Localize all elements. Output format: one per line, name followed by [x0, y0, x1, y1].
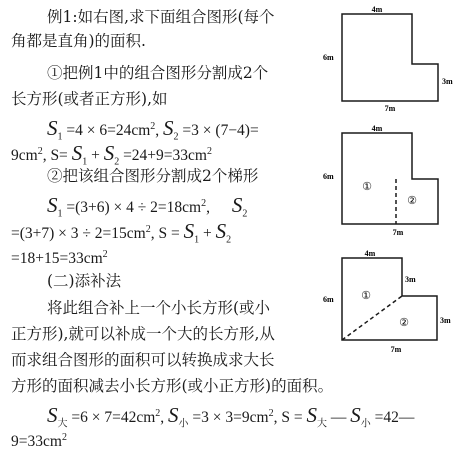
formula-text: =(3+6) × 4 ÷ 2=18cm — [66, 199, 202, 217]
subscript: 小 — [360, 418, 371, 430]
label-bottom: 7m — [390, 345, 402, 354]
s-symbol: S — [163, 116, 174, 141]
l-shape-outline — [342, 14, 438, 101]
subscript: 大 — [316, 418, 327, 430]
method-3-line-1: 将此组合补上一个小长方形(或小 — [47, 299, 271, 317]
formula-3-line-2 — [11, 428, 67, 450]
superscript: 2 — [268, 408, 274, 419]
region-1-label: ① — [361, 290, 371, 302]
s-symbol: S — [168, 403, 179, 428]
s-symbol: S — [47, 193, 58, 218]
label-top: 4m — [364, 249, 376, 258]
method-3-line-2: 正方形),就可以补成一个大的长方形,从 — [11, 325, 275, 343]
formula-text: , S = — [273, 409, 303, 427]
s-symbol: S — [350, 403, 361, 428]
section-heading: (二)添补法 — [47, 272, 122, 290]
subscript: 2 — [226, 234, 232, 246]
formula-text: =18+15=33cm — [11, 250, 103, 268]
s-symbol: S — [306, 403, 317, 428]
formula-1-line-1: $S_1 =4 \times 6=24cm^2$, $S_2 =3 \times (7-4)=$ — [47, 116, 259, 143]
figure-l-shape — [320, 4, 465, 114]
subscript: 1 — [57, 208, 63, 220]
example-title-line-2: 角都是直角)的面积. — [11, 32, 146, 50]
formula-text: =6 × 7=42cm — [71, 409, 156, 427]
label-right: 3m — [442, 77, 453, 86]
formula-text: =4 × 6=24cm — [66, 122, 151, 140]
figure-split-rectangles — [320, 122, 465, 240]
region-2-label: ② — [407, 195, 417, 207]
formula-text: =24+9=33cm — [123, 147, 207, 165]
region-1-label: ① — [362, 181, 372, 193]
s-symbol: S — [47, 403, 58, 428]
formula-text: =3 × 3=9cm — [192, 409, 269, 427]
s-symbol: S — [103, 141, 115, 166]
superscript: 2 — [102, 249, 108, 260]
l-shape-outline — [342, 258, 437, 340]
subscript: 1 — [57, 131, 63, 143]
subscript: 2 — [114, 156, 120, 168]
plus-sign: + — [202, 225, 212, 243]
method-1-line-2: 长方形(或者正方形),如 — [11, 90, 168, 108]
superscript: 2 — [145, 224, 151, 235]
subscript: 1 — [82, 156, 88, 168]
subscript: 小 — [178, 418, 189, 430]
label-top: 4m — [371, 5, 383, 14]
subscript: 2 — [242, 208, 248, 220]
formula-text: 9=33cm — [11, 433, 62, 450]
label-left: 6m — [323, 53, 334, 62]
dashed-diagonal — [342, 296, 402, 340]
formula-text: =42— — [374, 409, 415, 427]
label-left: 6m — [323, 172, 334, 181]
formula-text: , S = — [150, 225, 180, 243]
label-bottom: 7m — [384, 104, 396, 113]
formula-2-line-3 — [11, 245, 108, 269]
superscript: 2 — [61, 432, 67, 443]
method-1-line-1: ①把例1中的组合图形分割成2个 — [47, 64, 269, 82]
label-top: 4m — [371, 124, 383, 133]
formula-3-line-1: $S_大 =6 \times 7=42cm^2$, $S_小 =3 \times 3=9cm^2$, $S = S_大$ — $S_小$ =42— — [47, 403, 415, 430]
subscript: 1 — [194, 234, 200, 246]
s-symbol: S — [47, 116, 58, 141]
example-title-line-1: 例1:如右图,求下面组合图形(每个 — [47, 8, 275, 26]
formula-2-line-1: $S_1 =(3+6) \times 4 \div 2=18cm^2$, $S_2$ — [47, 193, 248, 220]
superscript: 2 — [150, 121, 156, 132]
plus-sign: + — [91, 147, 100, 165]
s-symbol: S — [183, 219, 195, 244]
label-right: 3m — [440, 316, 451, 325]
minus-sign: — — [330, 409, 347, 427]
s-symbol: S — [71, 141, 83, 166]
s-symbol: S — [215, 219, 227, 244]
subscript: 2 — [173, 131, 179, 143]
label-left: 6m — [323, 295, 334, 304]
superscript: 2 — [201, 198, 207, 209]
method-2-line: ②把该组合图形分割成2个梯形 — [47, 167, 259, 185]
subscript: 大 — [57, 418, 68, 430]
l-shape-outline — [342, 133, 438, 224]
method-3-line-3: 而求组合图形的面积可以转换成求大长 — [11, 351, 275, 369]
label-inner: 3m — [405, 275, 416, 284]
superscript: 2 — [206, 146, 212, 157]
formula-text: , S= — [42, 147, 68, 165]
formula-text: =3 × (7−4)= — [182, 122, 259, 140]
s-symbol: S — [231, 193, 243, 218]
method-3-line-4: 方形的面积减去小长方形(或小正方形)的面积。 — [11, 377, 334, 395]
figure-split-trapezoids — [320, 246, 465, 358]
superscript: 2 — [37, 146, 43, 157]
superscript: 2 — [155, 408, 161, 419]
formula-text: =(3+7) × 3 ÷ 2=15cm — [11, 225, 146, 243]
label-bottom: 7m — [392, 228, 404, 237]
region-2-label: ② — [399, 317, 409, 329]
formula-text: 9cm — [11, 147, 38, 165]
